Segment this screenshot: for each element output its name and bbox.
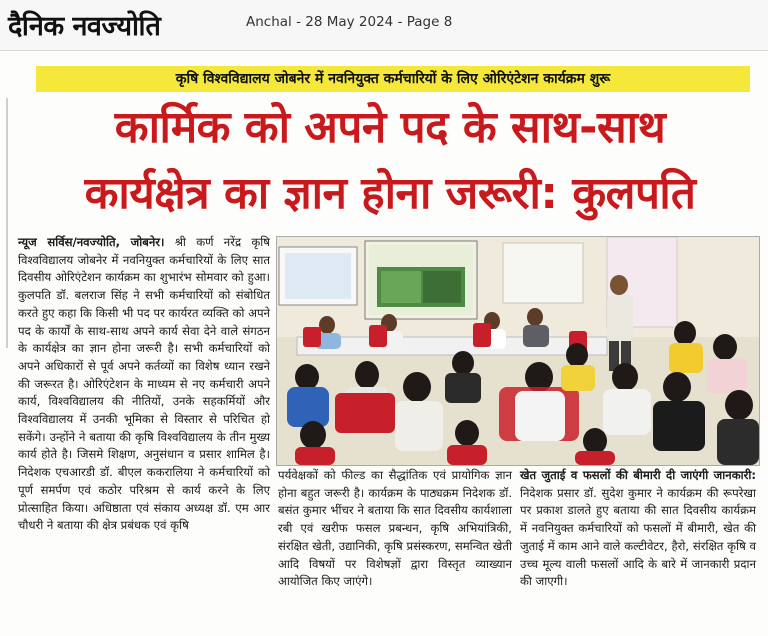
column-2-text: पर्यवेक्षकों को फील्ड का सैद्धांतिक एवं प्रायोगिक ज्ञान होना बहुत जरूरी है। कार्यक्रम के पाठ्यक्रम निदेशक डॉ. बसंत कुमार भींचर ने बताया कि सात दिवसीय कार्यशाला रबी एवं खरीफ फसल प्रबन्धन, कृषि अभियांत्रिकी, संरक्षित खेती, उद्यानिकी, कृषि प्रसंस्करण, समन्वित खेती आदि विषयों पर विशेषज्ञों द्वारा विस्तृत व्याख्यान आयोजित किए जाएंगे। <box>278 468 512 589</box>
kicker-strip <box>36 66 750 92</box>
column-3-text: निदेशक प्रसार डॉ. सुदेश कुमार ने कार्यक्रम की रूपरेखा पर प्रकाश डालते हुए बताया की सात दिवसीय कार्यक्रम में नवनियुक्त कर्मचारियों को फसलों में बीमारी, खेत की जुताई में काम आने वाले कल्टीवेटर, हैरो, संरक्षित कृषि व उच्च मूल्य वाली फसलों आदि के बारे में जानकारी प्रदान की जाएगी। <box>520 485 756 589</box>
headline-line-1: कार्मिक को अपने पद के साथ-साथ <box>114 102 666 153</box>
dateline: न्यूज सर्विस/नवज्योति, जोबनेर। <box>18 235 165 249</box>
column-1-text: श्री कर्ण नरेंद्र कृषि विश्वविद्यालय जोबनेर में नवनियुक्त कर्मचारियों के लिए सात दिवसीय ओरिएंटेशन कार्यक्रम का शुभारंभ सोमवार को हुआ। कुलपति डॉ. बलराज सिंह ने सभी कर्मचारियों को संबोधित करते हुए कहा कि किसी भी पद पर कार्यरत व्यक्ति को अपने पद के कार्यों के साथ-साथ अपने कार्य सेवा देने वाले संगठन के कार्यक्षेत्र का ज्ञान होना जरूरी है। सभी कर्मचारियों को अपने अधिकारों से पूर्व अपने कर्तव्यों का विशेष ध्यान रखने की जरूरत है। ओरिएंटेशन के माध्यम से नए कर्मचारी अपने कार्य, विश्वविद्यालय की नीतियों, उनके सहकर्मियों और विश्वविद्यालय में उनकी भूमिका से विस्तार से परिचित हो सकेंगे। उन्होंने ने बताया की कृषि विश्वविद्यालय के तीन मुख्य कार्य होते है। जिसमे शिक्षण, अनुसंधान व प्रसार शामिल है। निदेशक एचआरडी डॉ. बीएल ककरालिया ने कर्मचारियों को पूर्ण समर्पण एवं कठोर परिश्रम से कार्य करने के लिए प्रोत्साहित किया। अधिष्ठाता एवं संकाय अध्यक्ष डॉ. एम आर चौधरी ने बताया की क्षेत्र प्रबंधक एवं कृषि <box>18 235 271 533</box>
column-rule <box>6 98 8 348</box>
article-column-2 <box>278 467 512 591</box>
edition-page-info: Anchal - 28 May 2024 - Page 8 <box>246 14 453 30</box>
article-column-3 <box>520 467 756 591</box>
kicker-text: कृषि विश्वविद्यालय जोबनेर में नवनियुक्त कर्मचारियों के लिए ओरिएंटेशन कार्यक्रम शुरू <box>175 71 611 87</box>
event-photo <box>276 236 760 466</box>
headline-line-2: कार्यक्षेत्र का ज्ञान होना जरूरी: कुलपति <box>84 168 696 219</box>
viewer-header <box>0 0 768 51</box>
newspaper-logo: दैनिक नवज्योति <box>8 11 161 42</box>
column-3-subhead: खेत जुताई व फसलों की बीमारी दी जाएंगी जानकारी: <box>520 468 756 482</box>
article-column-1 <box>18 234 270 535</box>
